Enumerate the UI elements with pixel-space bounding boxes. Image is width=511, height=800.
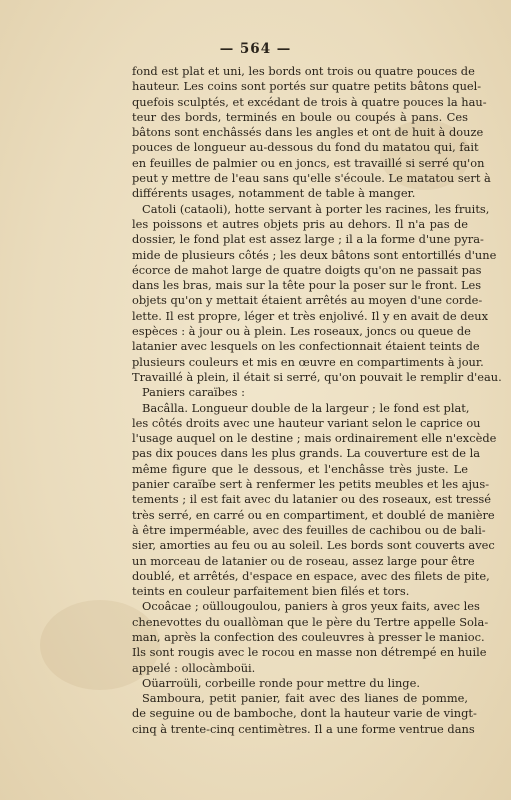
text-line: panier caraïbe sert à renfermer les petits meubles et les ajus- [132, 477, 490, 492]
text-line: pas dix pouces dans les plus grands. La couverture est de la [132, 446, 481, 461]
text-line: fond est plat et uni, les bords ont trois ou quatre pouces de [132, 64, 475, 78]
text-line: cinq à trente-cinq centimètres. Il a une forme ventrue dans [132, 721, 475, 736]
text-line: Travaillé à plein, il était si serré, qu'on pouvait le remplir d'eau. [132, 369, 502, 384]
text-line: tements ; il est fait avec du latanier ou des roseaux, est tressé [132, 492, 492, 507]
text-line: Oüarroüli, corbeille ronde pour mettre du linge. [142, 675, 420, 690]
text-line: Ocoâcae ; oüllougoulou, paniers à gros yeux faits, avec les [142, 599, 480, 614]
text-line: écorce de mahot large de quatre doigts qu'on ne passait pas [132, 262, 482, 277]
text-line: pouces de longueur au-dessous du fond du matatou qui, fait [132, 140, 479, 155]
text-line: espèces : à jour ou à plein. Les roseaux, joncs ou queue de [132, 324, 471, 339]
text-line: l'usage auquel on le destine ; mais ordinairement elle n'excède [132, 431, 497, 446]
text-line: mide de plusieurs côtés ; les deux bâtons sont entortillés d'une [132, 247, 497, 262]
text-line: les côtés droits avec une hauteur variant selon le caprice ou [132, 415, 481, 430]
text-line: sier, amorties au feu ou au soleil. Les bords sont couverts avec [132, 538, 495, 553]
text-line: lette. Il est propre, léger et très enjolivé. Il y en avait de deux [132, 308, 489, 323]
text-line: très serré, en carré ou en compartiment, et doublé de manière [132, 507, 495, 522]
text-line: latanier avec lesquels on les confectionnait étaient teints de [132, 339, 480, 354]
text-line: à être imperméable, avec des feuilles de cachibou ou de bali- [132, 522, 486, 537]
text-line: Bacâlla. Longueur double de la largeur ; le fond est plat, [142, 400, 470, 415]
text-line: quefois sculptés, et excédant de trois à quatre pouces la hau- [132, 94, 487, 109]
text-line: man, après la confection des couleuvres à presser le manioc. [132, 629, 485, 644]
body-text [132, 64, 502, 737]
text-line: dans les bras, mais sur la tête pour la poser sur le front. Les [132, 278, 482, 293]
text-line: différents usages, notamment de table à manger. [132, 186, 416, 201]
text-line: un morceau de latanier ou de roseau, assez large pour être [132, 553, 475, 568]
text-line: chenevottes du ouallòman que le père du Tertre appelle Sola- [132, 614, 489, 629]
text-line: Samboura, petit panier, fait avec des lianes de pomme, [142, 691, 468, 706]
text-line: hauteur. Les coins sont portés sur quatre petits bâtons quel- [132, 79, 482, 94]
text-line: Paniers caraïbes : [142, 385, 245, 400]
text-line: dossier, le fond plat est assez large ; il a la forme d'une pyra- [132, 232, 484, 247]
text-line: peut y mettre de l'eau sans qu'elle s'écoule. Le matatou sert à [132, 171, 491, 186]
text-line: doublé, et arrêtés, d'espace en espace, avec des filets de pite, [132, 568, 490, 583]
text-line: en feuilles de palmier ou en joncs, est travaillé si serré qu'on [132, 155, 485, 170]
text-line: les poissons et autres objets pris au dehors. Il n'a pas de [132, 216, 468, 231]
text-line: objets qu'on y mettait étaient arrêtés au moyen d'une corde- [132, 293, 483, 308]
text-line: de seguine ou de bamboche, dont la hauteur varie de vingt- [132, 706, 477, 721]
text-line: Ils sont rougis avec le rocou en masse non détrempé en huile [132, 645, 487, 660]
text-line: Catoli (cataoli), hotte servant à porter les racines, les fruits, [142, 201, 490, 216]
text-line: même figure que le dessous, et l'enchâsse très juste. Le [132, 461, 468, 476]
text-line: bâtons sont enchâssés dans les angles et ont de huit à douze [132, 125, 484, 140]
text-line: appelé : ollocàmboüi. [132, 660, 256, 675]
text-line: teur des bords, terminés en boule ou coupés à pans. Ces [132, 109, 468, 124]
page-number: — 564 — [219, 41, 292, 57]
text-line: teints en couleur parfaitement bien filés et tors. [132, 584, 410, 599]
text-line: plusieurs couleurs et mis en œuvre en compartiments à jour. [132, 354, 484, 369]
